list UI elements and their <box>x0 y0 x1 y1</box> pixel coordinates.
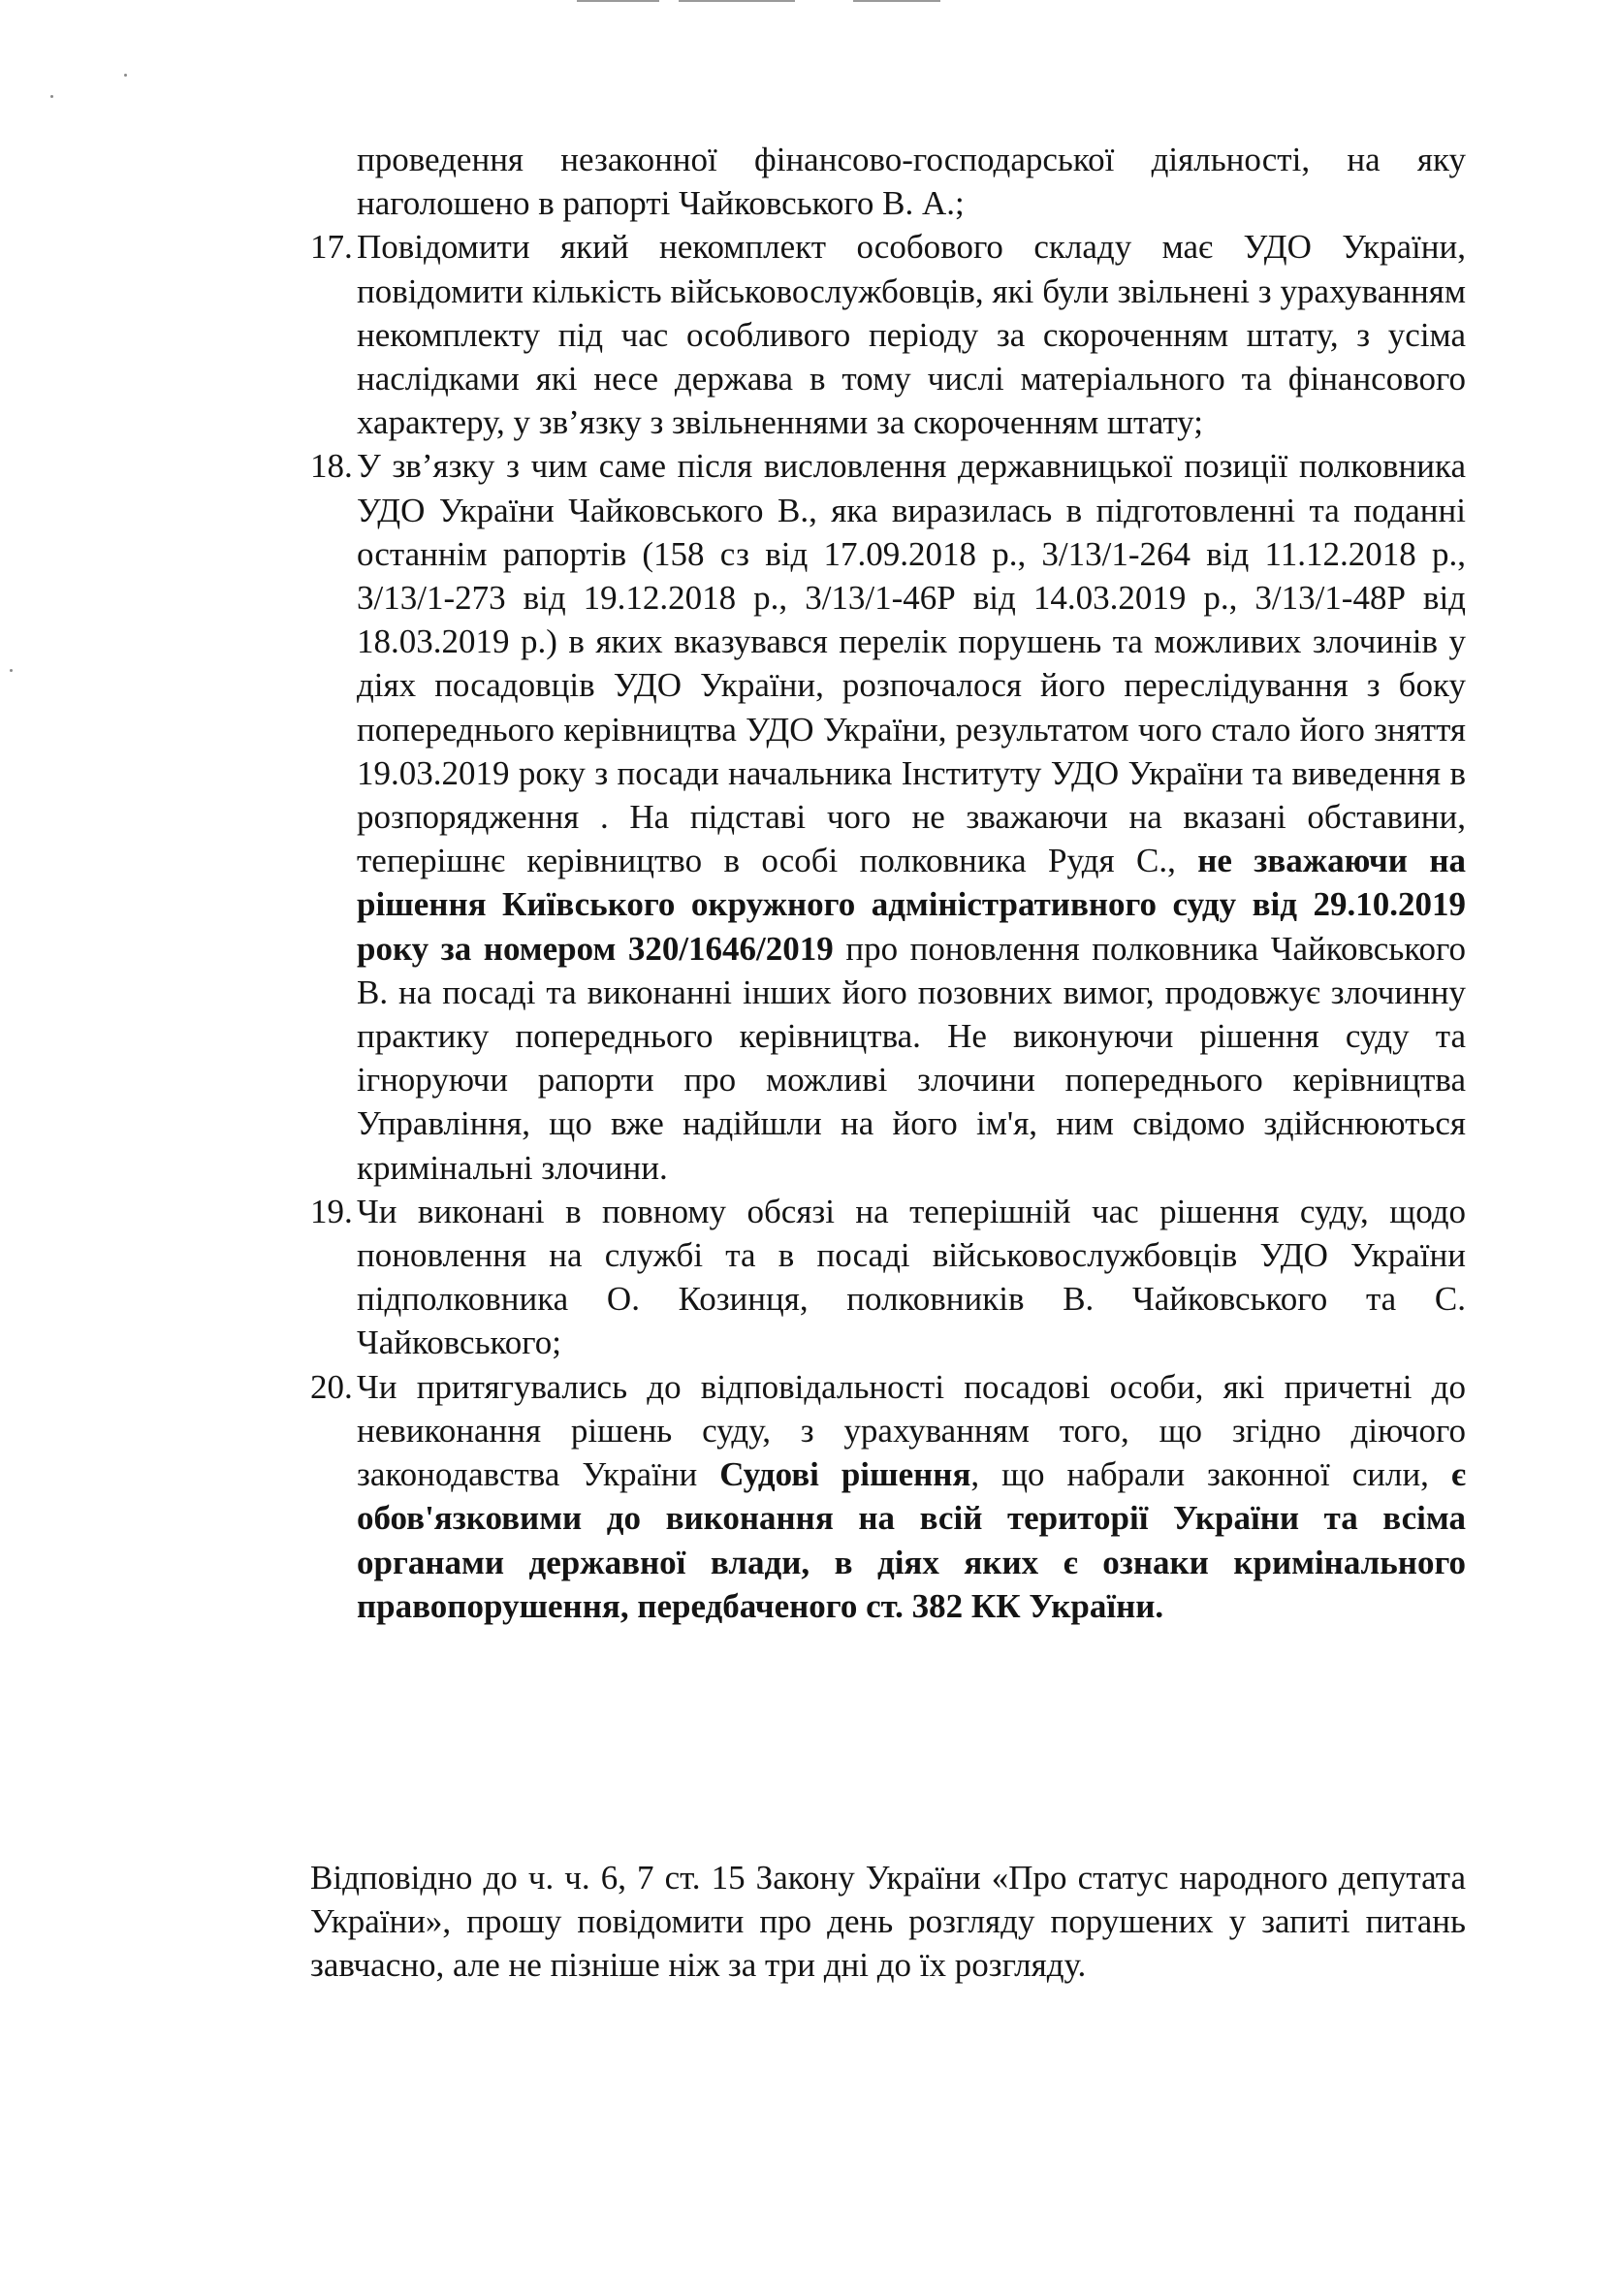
list-item-text <box>357 1365 1466 1628</box>
list-item-number: 17. <box>310 228 353 267</box>
list-item-19 <box>310 1190 1466 1365</box>
item-20-text-part-1: Чи притягувались до відповідальності посадові особи, які причетні до невиконання рішень суду, з урахуванням того, що згідно діючого законодавства України <box>357 1367 1466 1494</box>
list-item-text: Чи виконані в повному обсязі на теперішній час рішення суду, щодо поновлення на службі та в посаді військовослужбовців УДО України підполковника О. Козинця, полковників В. Чайковського та С. Чайковського; <box>357 1192 1466 1362</box>
scan-artifact-speck <box>50 95 53 98</box>
continuation-paragraph: проведення незаконної фінансово-господарської діяльності, на яку наголошено в рапорті Чайковського В. А.; <box>357 141 1466 223</box>
scan-artifact-line <box>577 0 659 2</box>
item-20-text-part-2: , що набрали законної сили, <box>970 1455 1429 1494</box>
item-20-bold-court-decisions: Судові рішення <box>719 1455 971 1494</box>
item-18-text-part-1: У зв’язку з чим саме після висловлення державницької позиції полковника УДО України Чайковського В., яка виразилась в підготовленні та поданні останнім рапортів (158 сз від 17.09.2018 р., 3/13/1-264 від 11.12.2018 р., 3/13/1-273 від 19.12.2018 р., 3/13/1-46Р від 14.03.2019 р., 3/13/1-48Р від 18.03.2019 р.) в яких вказувався перелік порушень та можливих злочинів у діях посадовців УДО України, розпочалося його переслідування з боку попереднього керівництва УДО України, результатом чого стало його зняття 19.03.2019 року з посади начальника Інституту УДО України та виведення в розпорядження . На підставі чого не зважаючи на вказані обставини, теперішнє керівництво в особі полковника Рудя С., <box>357 447 1466 880</box>
scan-artifact-speck <box>124 74 127 77</box>
list-item-number: 19. <box>310 1192 353 1230</box>
item-18-bold-court-decision: не зважаючи на рішення Київського окружного адміністративного суду від 29.10.2019 року за номером 320/1646/2019 <box>357 842 1466 968</box>
list-item-number: 20. <box>310 1367 353 1406</box>
document-body <box>310 138 1466 1628</box>
list-item-18 <box>310 444 1466 1189</box>
scan-artifact-line <box>679 0 795 2</box>
list-item-20 <box>310 1365 1466 1628</box>
list-item-text: Повідомити який некомплект особового складу має УДО України, повідомити кількість військовослужбовців, які були звільнені з урахуванням некомплекту під час особливого періоду за скороченням штату, з усіма наслідками які несе держава в тому числі матеріального та фінансового характеру, у зв’язку з звільненнями за скороченням штату; <box>357 228 1466 442</box>
item-18-text-part-2: про поновлення полковника Чайковського В. на посаді та виконанні інших його позовних вимог, продовжує злочинну практику попереднього керівництва. Не виконуючи рішення суду та ігноруючи рапорти про можливі злочини попереднього керівництва Управління, що вже надійшли на його ім'я, ним свідомо здійснюються кримінальні злочини. <box>357 929 1467 1187</box>
item-20-bold-obligation: є обов'язковими до виконання на всій території України та всіма органами державної влади, в діях яких є ознаки кримінального правопорушення, передбаченого ст. 382 КК України. <box>357 1455 1467 1625</box>
closing-paragraph: Відповідно до ч. ч. 6, 7 ст. 15 Закону України «Про статус народного депутата України», прошу повідомити про день розгляду порушених у запиті питань завчасно, але не пізніше ніж за три дні до їх розгляду. <box>310 1859 1466 1985</box>
list-item-text <box>357 444 1466 1189</box>
scan-artifact-line <box>853 0 940 2</box>
scan-artifact-speck <box>10 669 13 672</box>
list-item-17 <box>310 225 1466 444</box>
list-item-number: 18. <box>310 447 353 486</box>
